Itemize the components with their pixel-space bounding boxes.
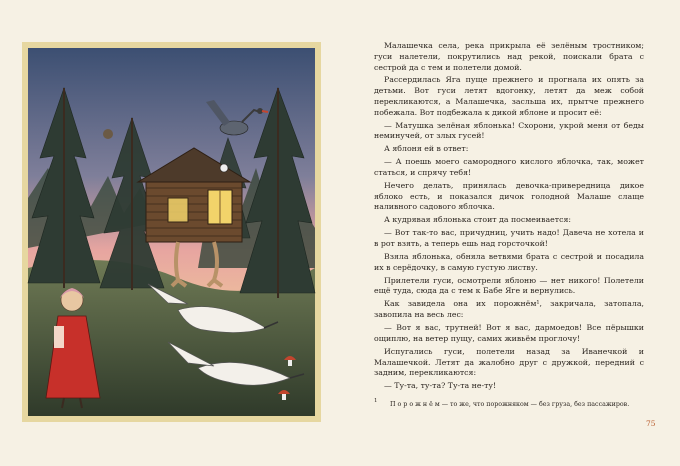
illustration-baba-yaga-hut <box>22 42 321 422</box>
paragraph: А кудрявая яблонька стоит да посмеивается: <box>384 215 571 225</box>
paragraph: — Ту-та, ту-та? Ту-та не-ту! <box>384 381 497 391</box>
footnote-text: П о р о ж н ё м — то же, что порожняком — без груза, без пассажиров. <box>390 401 630 408</box>
paragraph: А яблоня ей в ответ: <box>384 144 469 154</box>
footnote <box>374 400 644 409</box>
paragraph: — Матушка зелёная яблонька! Схорони, укрой меня от беды неминучей, от злых гусей! <box>374 120 644 141</box>
story-text <box>374 41 644 394</box>
paragraph: Малашечка села, река прикрыла её зелёным тростником; гуси налетели, покрутились над рекой, поискали брата с сестрой да с тем и полетели домой. <box>374 41 644 72</box>
paragraph: Прилетели гуси, осмотрели яблоню — нет никого! Полетели ещё туда, сюда да с тем к Бабе Яге и вернулись. <box>374 275 644 296</box>
paragraph: Испугались гуси, полетели назад за Иванечкой и Малашечкой. Летят да жалобно друг с дружкой, передний с задним, перекликаются: <box>374 346 644 378</box>
paragraph: Нечего делать, принялась девочка-привередница дикое яблоко есть, и показался дичок голодной Малаше слаще наливного садового яблочка. <box>374 180 644 212</box>
footnote-number: 1 <box>374 398 378 404</box>
paragraph: — Вот так-то вас, причудниц, учить надо! Давеча не хотела и в рот взять, а теперь ешь над горсточкой! <box>374 228 644 249</box>
illustration-svg <box>22 42 321 422</box>
paragraph: Взяла яблонька, обняла ветвями брата с сестрой и посадила их в серёдочку, в самую густую листву. <box>374 252 644 272</box>
paragraph: — Вот я вас, трутней! Вот я вас, дармоедов! Все пёрышки ощиплю, на ветер пущу, самих живьём проглочу! <box>374 323 644 343</box>
page-number: 75 <box>646 419 656 428</box>
paragraph: Как завидела она их порожнём¹, закричала, затопала, завопила на весь лес: <box>374 299 644 320</box>
paragraph: Рассердилась Яга пуще прежнего и прогнала их опять за детьми. Вот гуси летят вдогонку, летят да меж собой перекликаются, а Малашечка, засльша их, прытче прежнего побежала. Вот подбежала к дикой яблоне и просит её: <box>374 75 644 117</box>
paragraph: — А поешь моего самородного кислого яблочка, так, может статься, и спрячу тебя! <box>374 157 644 177</box>
